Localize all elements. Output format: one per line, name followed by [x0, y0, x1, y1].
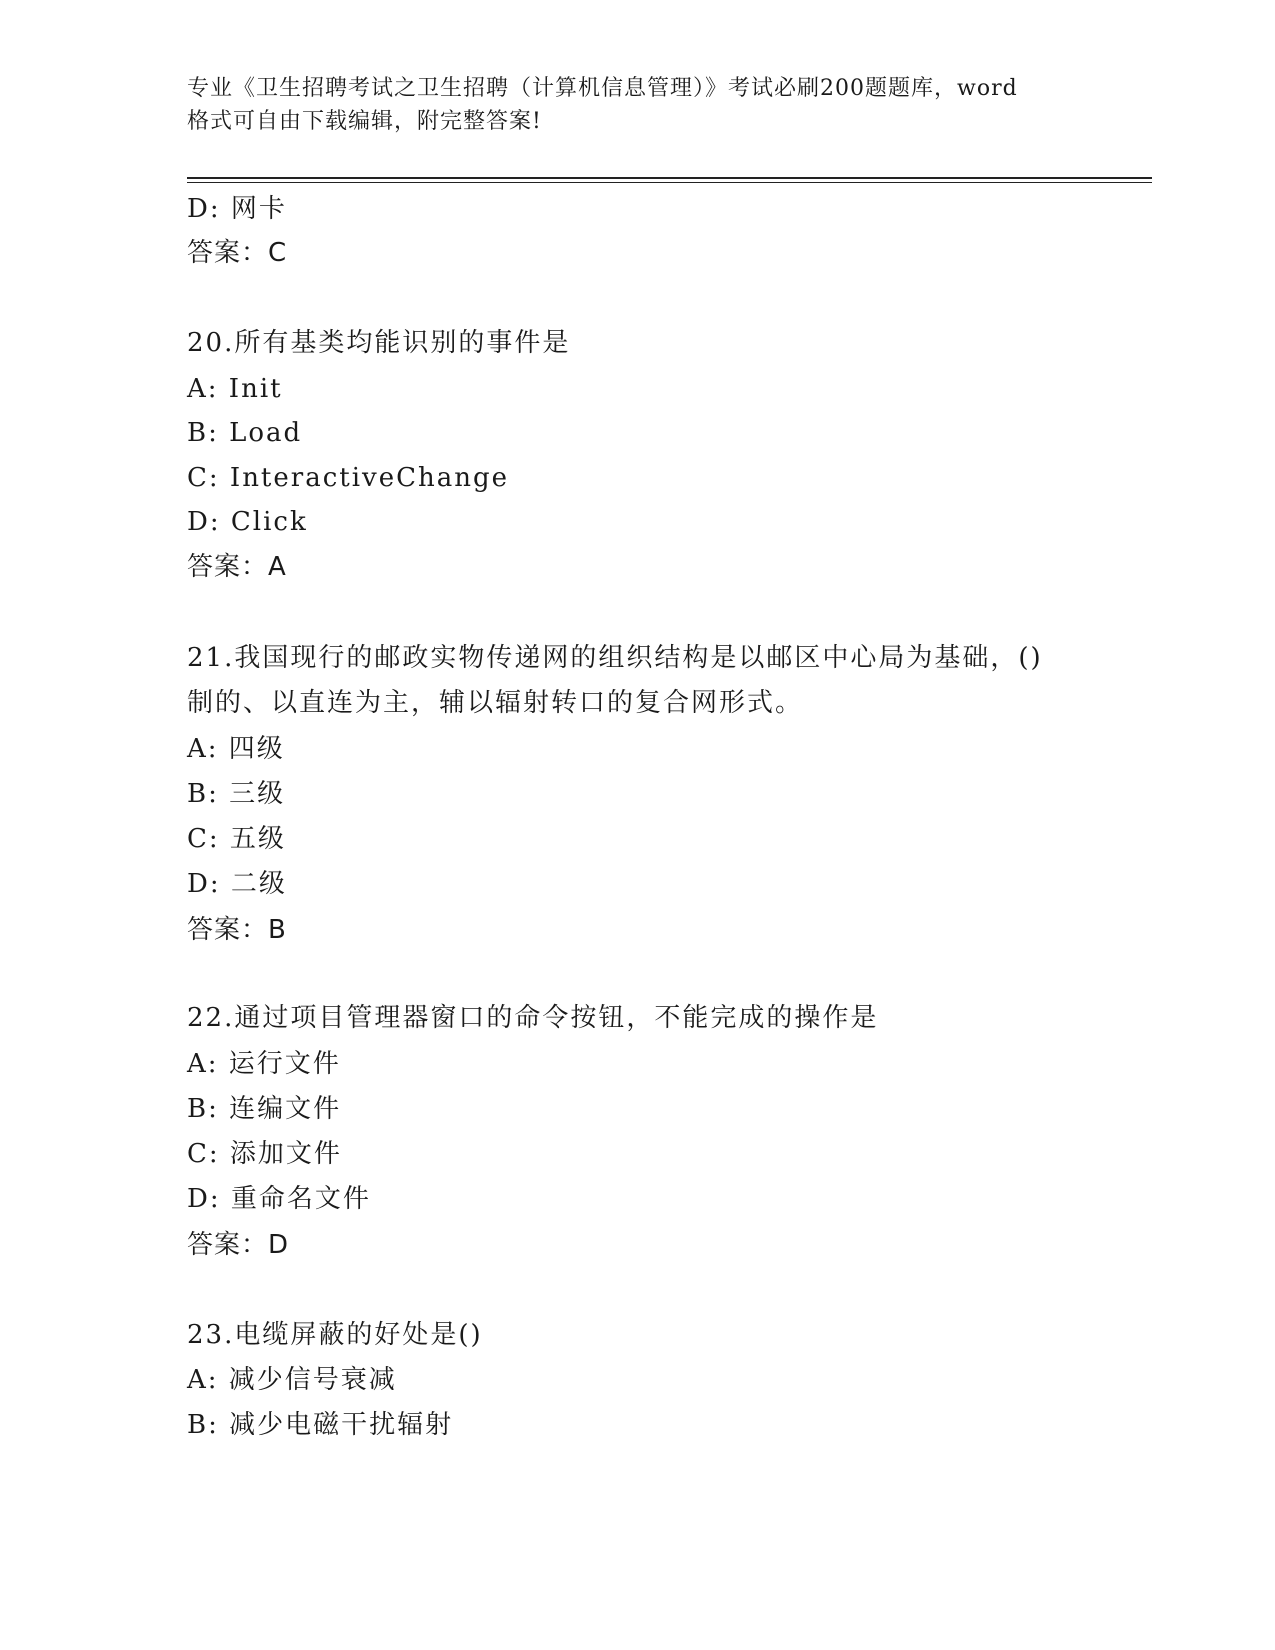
q23-option-a: A: 减少信号衰减 — [187, 1365, 397, 1395]
q22-answer: 答案：D — [187, 1230, 290, 1260]
header-divider-thin — [187, 182, 1152, 183]
header-line-2: 格式可自由下载编辑，附完整答案! — [187, 109, 542, 134]
q20-option-c: C: InteractiveChange — [187, 463, 510, 493]
q21-option-c: C: 五级 — [187, 824, 286, 854]
q21-option-a: A: 四级 — [187, 734, 285, 764]
q23-question: 23.电缆屏蔽的好处是() — [187, 1320, 483, 1350]
q22-option-c: C: 添加文件 — [187, 1139, 342, 1169]
q21-question-line-2: 制的、以直连为主，辅以辐射转口的复合网形式。 — [187, 688, 804, 718]
header-line-1: 专业《卫生招聘考试之卫生招聘（计算机信息管理）》考试必刷200题题库，word — [187, 76, 1018, 101]
q21-option-d: D: 二级 — [187, 869, 287, 899]
document-header — [187, 72, 1087, 138]
q20-option-a: A: Init — [187, 374, 283, 404]
q22-option-a: A: 运行文件 — [187, 1049, 341, 1079]
q22-question: 22.通过项目管理器窗口的命令按钮，不能完成的操作是 — [187, 1003, 879, 1033]
q20-question: 20.所有基类均能识别的事件是 — [187, 328, 571, 358]
header-divider-thick — [187, 177, 1152, 179]
q20-option-b: B: Load — [187, 418, 303, 448]
q20-answer: 答案：A — [187, 552, 287, 582]
q20-option-d: D: Click — [187, 507, 308, 537]
q21-answer: 答案：B — [187, 915, 287, 945]
q19-option-d: D: 网卡 — [187, 194, 287, 224]
q21-question-line-1: 21.我国现行的邮政实物传递网的组织结构是以邮区中心局为基础，() — [187, 643, 1043, 673]
q23-option-b: B: 减少电磁干扰辐射 — [187, 1410, 454, 1440]
q22-option-b: B: 连编文件 — [187, 1094, 342, 1124]
q22-option-d: D: 重命名文件 — [187, 1184, 371, 1214]
q21-option-b: B: 三级 — [187, 779, 286, 809]
q19-answer: 答案：C — [187, 238, 288, 268]
